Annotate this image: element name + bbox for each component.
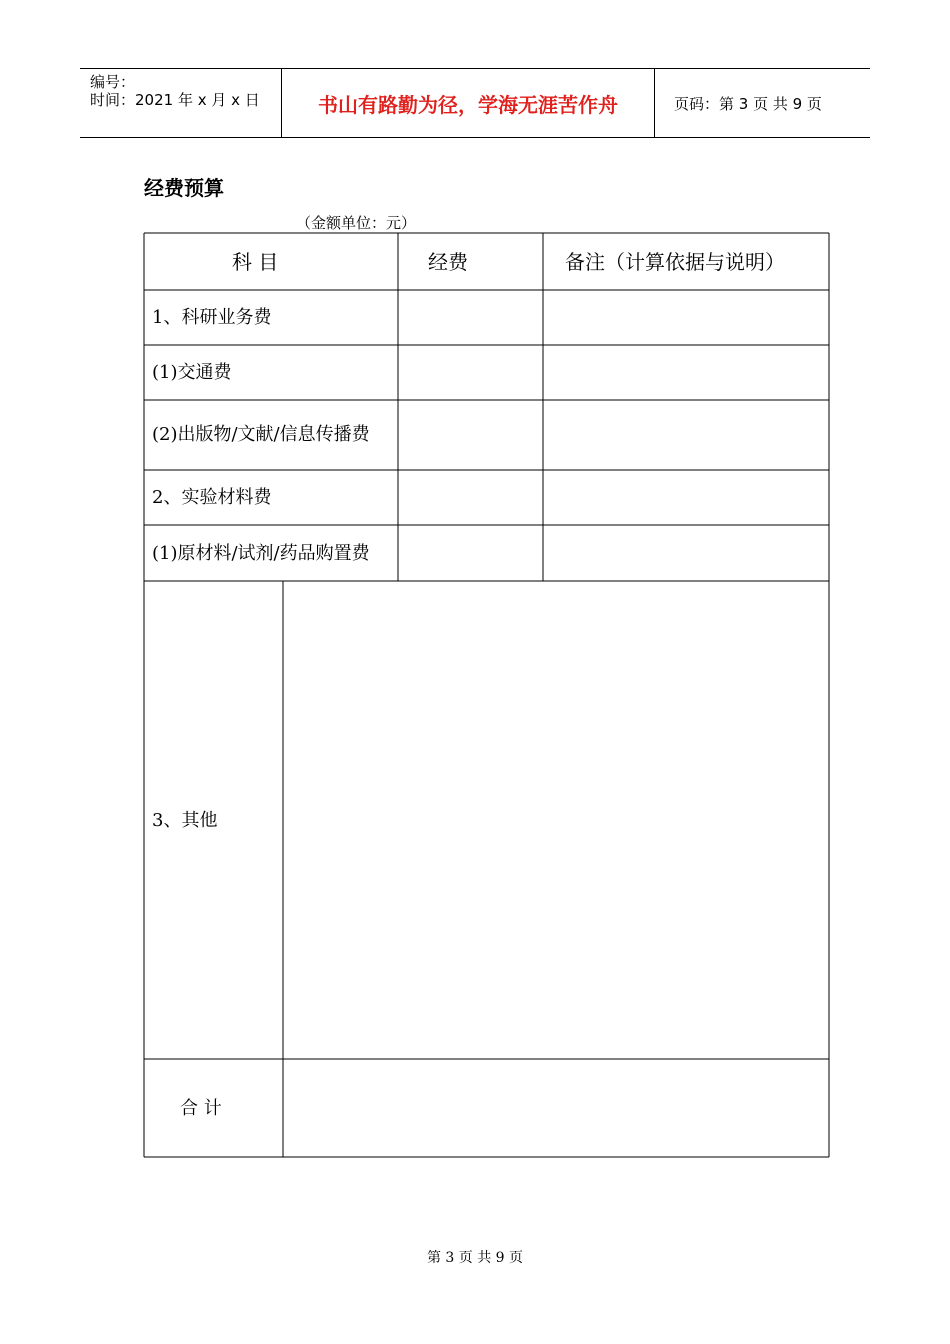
unit-note: （金额单位：元） [296,214,417,232]
header-subject: 科 目 [232,250,279,274]
header-amount: 经费 [428,250,468,274]
section-title: 经费预算 [144,176,224,200]
row-label-research-fee: 1、科研业务费 [152,307,272,328]
time-label: 时间：2021 年 x 月 x 日 [90,91,260,109]
page-info-text: 页码：第 3 页 共 9 页 [674,94,822,113]
row-label-publication-fee: (2)出版物/文献/信息传播费 [152,424,370,445]
header-remarks: 备注（计算依据与说明） [565,250,785,274]
row-label-reagent-fee: (1)原材料/试剂/药品购置费 [152,543,370,564]
row-label-total: 合 计 [180,1098,222,1119]
row-label-transport-fee: (1)交通费 [152,362,232,383]
row-label-other: 3、其他 [152,810,218,831]
header-motto: 书山有路勤为径，学海无涯苦作舟 [282,69,655,137]
page-footer: 第 3 页 共 9 页 [426,1250,524,1266]
number-label: 编号： [90,73,136,91]
row-label-material-fee: 2、实验材料费 [152,487,272,508]
